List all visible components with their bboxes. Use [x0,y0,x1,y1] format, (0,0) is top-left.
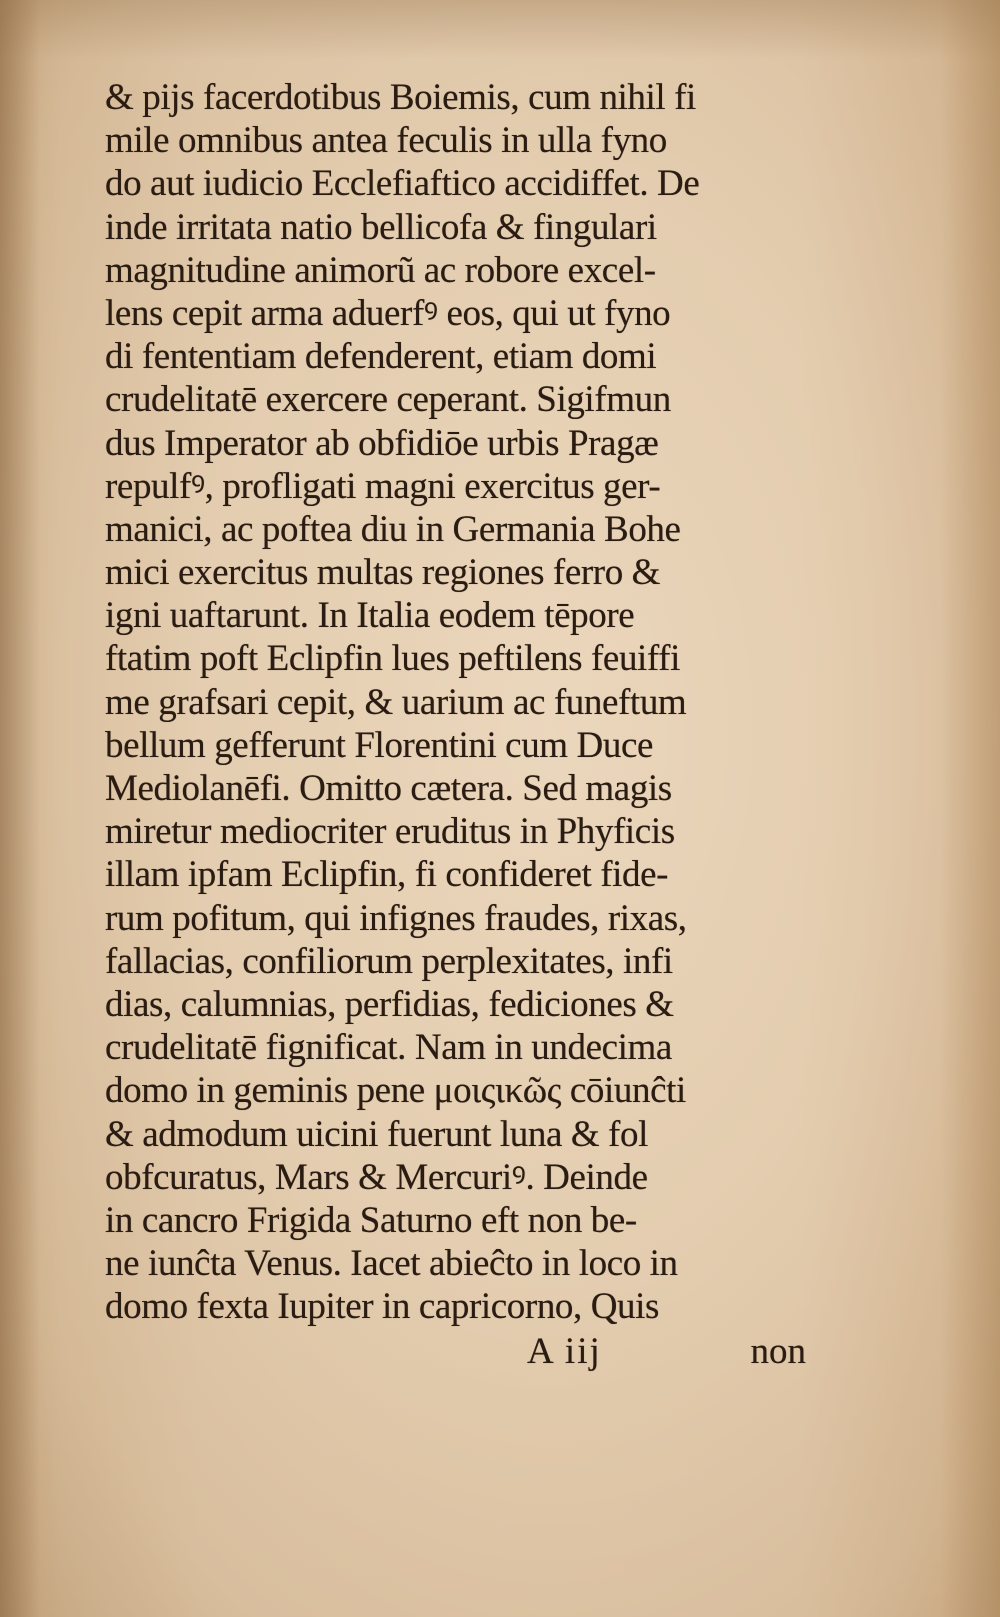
catchword: non [750,1331,806,1372]
text-line: magnitudine animorũ ac robore excel- [105,249,656,291]
text-line: dus Imperator ab obfidiōe urbis Pragæ [105,422,659,464]
text-line: in cancro Frigida Saturno eft non be- [105,1199,637,1241]
text-line: Mediolanēfi. Omitto cætera. Sed magis [105,768,672,809]
text-line: mici exercitus multas regiones ferro & [105,552,661,594]
text-line: fallacias, confiliorum perplexitates, infi [105,940,673,982]
text-line: illam ipfam Eclipfin, fi confideret fide- [105,854,669,896]
text-line: me grafsari cepit, & uarium ac funeftum [105,681,687,723]
text-line: lens cepit arma aduerfꝰ eos, qui ut fyno [105,292,671,334]
text-line: & pijs facerdotibus Boiemis, cum nihil fi [105,77,696,118]
gutter-shadow [0,0,40,1617]
text-line: & admodum uicini fuerunt luna & fol [105,1113,648,1155]
right-edge-stain [940,0,1000,1617]
text-line: do aut iudicio Ecclefiaftico accidiffet. De [105,163,700,205]
text-line: dias, calumnias, perfidias, fediciones & [105,983,674,1025]
page-footer [105,1330,810,1374]
signature-mark: A iij [527,1331,602,1372]
text-line: repulfꝰ, profligati magni exercitus ger- [105,465,661,507]
text-line: obfcuratus, Mars & Mercuriꝰ. Deinde [105,1156,648,1198]
text-line: ftatim poft Eclipfin lues peftilens feuiffi [105,638,680,680]
text-line: igni uaftarunt. In Italia eodem tēpore [105,595,635,637]
text-line: miretur mediocriter eruditus in Phyficis [105,811,675,853]
text-line: ne iunĉta Venus. Iacet abieĉto in loco in [105,1243,678,1285]
text-line: domo fexta Iupiter in capricorno, Quis [105,1286,660,1328]
text-line: inde irritata natio bellicofa & fingulari [105,206,657,248]
text-line: rum pofitum, qui infignes fraudes, rixas, [105,897,687,939]
top-stain [0,0,1000,60]
text-line: bellum gefferunt Florentini cum Duce [105,724,653,766]
text-line: crudelitatē fignificat. Nam in undecima [105,1027,672,1069]
text-block [105,76,810,1328]
text-line: manici, ac poftea diu in Germania Bohe [105,508,681,550]
text-line: domo in geminis pene μοιςικῶς cōiunĉti [105,1070,686,1112]
text-line: crudelitatē exercere ceperant. Sigifmun [105,379,671,421]
text-line: di fententiam defenderent, etiam domi [105,336,657,378]
text-line: mile omnibus antea feculis in ulla fyno [105,120,667,162]
